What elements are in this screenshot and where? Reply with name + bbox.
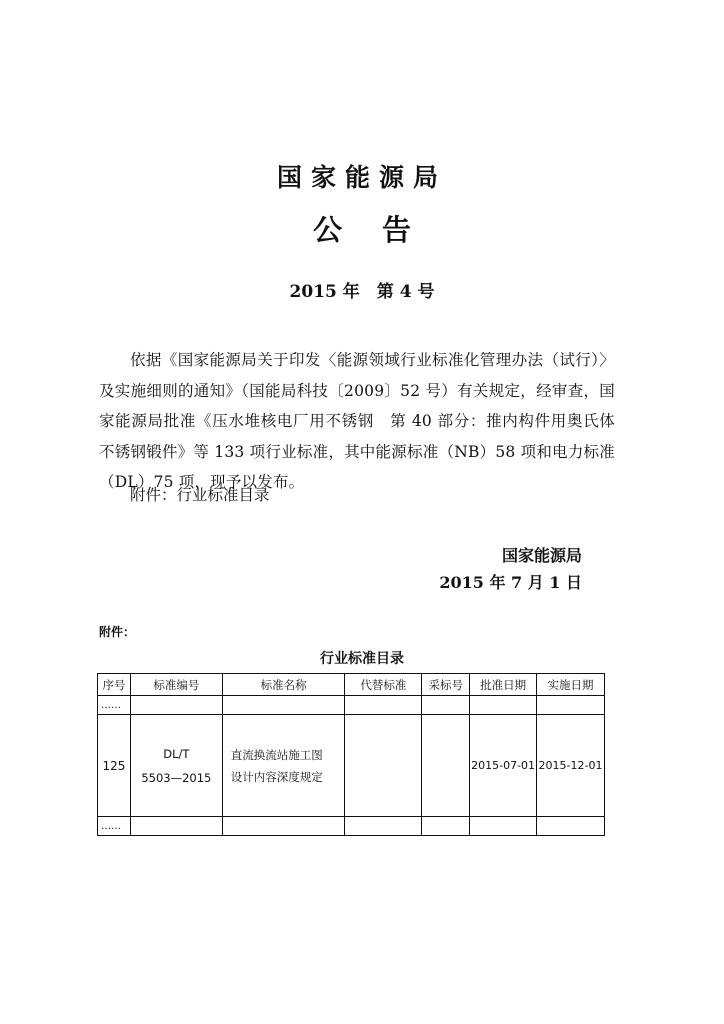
header-cell: 标准名称 [222,674,345,696]
adopted-standard [422,715,470,817]
header-cell: 序号 [98,674,131,696]
header-cell: 批准日期 [470,674,537,696]
ellipsis-cell: …… [98,817,131,836]
replaced-standard [345,715,422,817]
standards-table [97,673,605,836]
header-cell: 标准编号 [130,674,222,696]
approval-date: 2015-07-01 [470,715,537,817]
notice-title: 公告 [312,213,451,247]
attachment-label: 附件： [99,625,136,639]
issue-number: 2015 年 第 4 号 [289,282,435,302]
signature-org: 国家能源局 [501,546,582,565]
table-header-row [98,674,605,696]
signature-date: 2015 年 7 月 1 日 [439,573,582,592]
table-title: 行业标准目录 [320,651,404,667]
effective-date: 2015-12-01 [537,715,605,817]
table-row [98,696,605,715]
header-cell: 实施日期 [537,674,605,696]
table-row [98,817,605,836]
row-number: 125 [98,715,131,817]
ellipsis-cell: …… [98,696,131,715]
agency-heading: 国家能源局 [276,163,447,192]
header-cell: 采标号 [422,674,470,696]
notice-body: 依据《国家能源局关于印发〈能源领域行业标准化管理办法（试行）〉及实施细则的通知》（国能局科技〔2009〕52 号）有关规定，经审查，国家能源局批准《压水堆核电厂用不锈钢 第 40 部分：推内构件用奥氏体不锈钢锻件》等 133 项行业标准，其中能源标准（NB）58 项和电力标准（DL）75 项，现予以发布。 [99,351,615,491]
standard-name: 直流换流站施工图 设计内容深度规定 [222,715,345,817]
attachment-reference: 附件：行业标准目录 [130,486,270,504]
header-cell: 代替标准 [345,674,422,696]
standard-code: DL/T 5503—2015 [130,715,222,817]
table-row [98,715,605,817]
